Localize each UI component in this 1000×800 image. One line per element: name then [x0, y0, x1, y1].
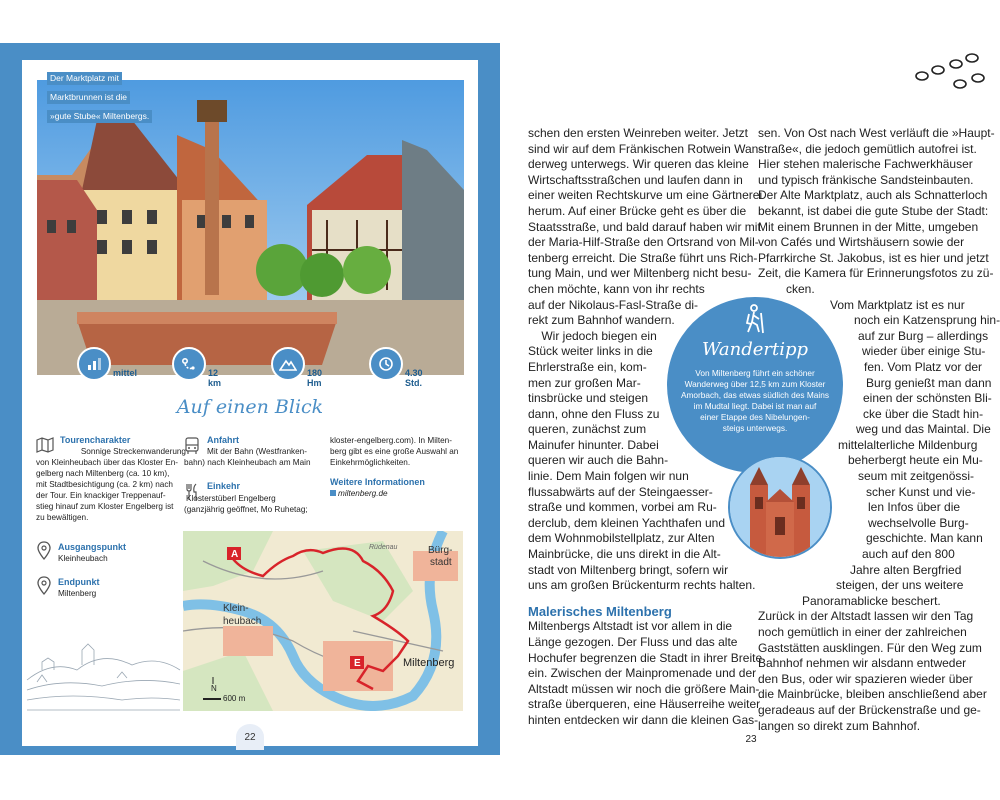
text-line: Wirtschaftsstraßchen und laufen dann in: [528, 172, 743, 187]
arrival-title: Anfahrt: [207, 435, 239, 445]
section-heading: Auf einen Blick: [176, 396, 324, 418]
page-number-right: 23: [745, 734, 757, 745]
hiker-icon: [739, 303, 771, 335]
text-line: Stück weiter links in die: [528, 344, 653, 359]
tour-character-body: [36, 457, 186, 523]
text-line: Zeit, die Kamera für Erinnerungsfotos zu zü-: [758, 266, 994, 281]
text-line: ein. Zwischen der Mainpromenade und der: [528, 666, 757, 681]
caption-line: Der Marktplatz mit: [47, 72, 122, 85]
section-subheading: Malerisches Miltenberg: [528, 603, 672, 619]
map-label: Miltenberg: [403, 657, 455, 669]
text-line: Wanderweg über 12,5 km zum Kloster: [684, 379, 826, 389]
location-pin-icon: [36, 541, 54, 559]
text-line: zu bewältigen.: [36, 513, 89, 522]
text-line: geschichte. Man kann: [866, 531, 983, 546]
text-line: Mainufer hinunter. Dabei: [528, 437, 659, 452]
tour-stats: [37, 362, 464, 386]
text-line: derclub, dem kleinen Yachthafen und: [528, 515, 726, 530]
bus-icon: [184, 437, 202, 455]
map-label: E: [354, 658, 361, 669]
text-line: kloster-engelberg.com). In Milten-: [330, 436, 452, 445]
location-pin-icon: [36, 576, 54, 594]
start-title: Ausgangspunkt: [58, 542, 127, 552]
map-label: stadt: [430, 557, 452, 568]
clock-icon: [369, 347, 403, 381]
text-line: rekt zum Bahnhof wandern.: [528, 313, 675, 328]
text-line: einer weiten Rechtskurve um eine Gärtnerei: [528, 188, 763, 203]
route-map-graphic: [183, 531, 463, 711]
text-line: Bahnhof nehmen wir alsdann entweder: [758, 656, 967, 671]
text-line: Amorbach, das etwas südlich des Mains: [680, 390, 830, 400]
text-line: Klosterstüberl Engelberg: [186, 494, 276, 503]
link-text[interactable]: miltenberg.de: [338, 489, 388, 498]
text-line: Panoramablicke beschert.: [802, 593, 941, 608]
text-line: Ehrlerstraße ein, kom-: [528, 359, 647, 374]
wandertipp-title: Wandertipp: [701, 339, 809, 360]
text-line: auf zur Burg – allerdings: [858, 328, 989, 343]
text-line: gelberg nach Miltenberg (ca. 10 km),: [36, 469, 170, 478]
text-line: Miltenbergs Altstadt ist vor allem in die: [528, 619, 733, 634]
stat-value: 4.30 Std.: [405, 368, 423, 388]
text-line: langen so direkt zum Bahnhof.: [758, 718, 921, 733]
text-line: bahn) nach Kleinheubach am Main: [184, 458, 311, 467]
caption-line: »gute Stube« Miltenbergs.: [47, 110, 152, 123]
map-label: A: [231, 549, 239, 560]
text-line: stieg hinauf zum Kloster Engelberg ist: [36, 502, 174, 511]
text-line: Burg genießt man dann: [866, 375, 992, 390]
text-line: tung Main, und wer Miltenberg nicht besu-: [528, 266, 752, 281]
more-info-link[interactable]: [330, 488, 465, 499]
text-line: wieder über einige Stu-: [862, 344, 986, 359]
map-label: Klein-: [223, 603, 249, 614]
map-north-label: N: [211, 684, 217, 693]
stat-value: 180 Hm: [307, 368, 323, 388]
text-line: Einkehrmöglichkeiten.: [330, 458, 411, 467]
text-line: len Infos über die: [868, 500, 961, 515]
text-line: sind wir auf dem Fränkischen Rotwein Wan-: [528, 141, 763, 156]
text-line: Mit einem Brunnen in der Mitte, umgeben: [758, 219, 979, 234]
text-line: queren, zunächst zum: [528, 422, 647, 437]
link-bullet-icon: [330, 490, 336, 496]
end-point: [58, 577, 178, 599]
map-label: Bürg-: [428, 545, 453, 556]
text-line: queren wir auch die Bahn-: [528, 453, 669, 468]
text-line: berg gibt es eine große Auswahl an: [330, 447, 459, 456]
route-map: [183, 531, 463, 711]
text-line: geradeaus auf der Brückenstraße und ge-: [758, 702, 981, 717]
text-line: der Maria-Hilf-Straße den Ortsrand von Mil-: [528, 235, 759, 250]
text-line: Von Miltenberg führt ein schöner: [695, 368, 815, 378]
text-line: straße überqueren, eine Häuserreihe weiter: [528, 697, 761, 712]
text-line: der Tour. Ein knackiger Treppenauf-: [36, 491, 166, 500]
more-info-title: Weitere Informationen: [330, 477, 425, 487]
text-line: flussabwärts auf der Steingaesser-: [528, 484, 713, 499]
text-line: Mainbrücke, die uns direkt in die Alt-: [528, 547, 721, 562]
text-line: Länge gezogen. Der Fluss und das alte: [528, 635, 738, 649]
text-line: stadt von Miltenberg bringt, sofern wir: [528, 562, 729, 577]
text-line: von Kleinheubach über das Kloster En-: [36, 458, 179, 467]
arrival: [207, 435, 332, 457]
text-line: von Cafés und Wirtshäusern sowie der: [758, 235, 965, 250]
text-line: cken.: [786, 281, 815, 296]
map-scale: 600 m: [223, 694, 246, 703]
text-line: Wir jedoch biegen ein: [528, 328, 657, 343]
text-line: cke über die Stadt hin-: [863, 406, 984, 421]
photo-caption: [47, 68, 157, 125]
text-line: Vom Marktplatz ist es nur: [830, 297, 965, 312]
end-title: Endpunkt: [58, 577, 100, 587]
text-line: tinsbrücke und steigen: [528, 391, 649, 406]
food-text: [184, 493, 329, 515]
text-line: Sonnige Streckenwanderung: [80, 447, 186, 456]
text-line: herum. Auf einer Brücke geht es über die: [528, 203, 747, 218]
text-line: Hochufer begrenzen die Stadt in ihrer Breite: [528, 650, 763, 665]
stat-value: mittel: [113, 368, 138, 378]
text-line: derweg unterwegs. Wir queren das kleine: [528, 157, 749, 172]
mountain-icon: [271, 347, 305, 381]
caption-line: Marktbrunnen ist die: [47, 91, 130, 104]
text-line: scher Kunst und vie-: [866, 484, 976, 499]
text-line: mit Stadtbesichtigung (ca. 2 km) nach: [36, 480, 173, 489]
tour-character-text: [36, 446, 186, 457]
food-title: Einkehr: [207, 481, 241, 491]
page-number-left: 22: [236, 724, 264, 750]
text-line: seum mit zeitgenössi-: [858, 469, 975, 484]
text-line: tenberg erreicht. Die Straße führt uns Rich-: [528, 250, 758, 265]
text-line: straße«, die jedoch gemütlich autofrei ist.: [758, 141, 977, 156]
text-line: weg und das Maintal. Die: [856, 422, 991, 437]
map-label: Rüdenau: [369, 544, 398, 551]
route-icon: [172, 347, 206, 381]
text-line: schen den ersten Weinreben weiter. Jetzt: [528, 126, 748, 140]
text-line: steigs unterwegs.: [722, 423, 788, 433]
arrival-text: [184, 457, 329, 468]
text-line: Altstadt müssen wir noch die größere Main-: [528, 681, 760, 696]
landscape-sketch: [22, 620, 182, 720]
monastery-photo: [728, 455, 832, 559]
text-line: noch gemütlich in einer der zahlreichen: [758, 625, 967, 639]
text-line: im Mudtal liegt. Dabei ist man auf: [693, 401, 817, 411]
text-line: auf der Nikolaus-Fasl-Straße di-: [528, 297, 699, 312]
start-point: [58, 542, 178, 564]
difficulty-icon: [77, 347, 111, 381]
text-line: sen. Von Ost nach West verläuft die »Haupt-: [758, 126, 995, 140]
text-line: linie. Dem Main folgen wir nun: [528, 469, 689, 484]
text-line: Zurück in der Altstadt lassen wir den Tag: [758, 609, 974, 624]
text-line: auch auf den 800: [862, 547, 955, 562]
text-line: dann, ohne den Fluss zu: [528, 406, 660, 421]
text-line: fen. Vom Platz vor der: [864, 359, 983, 374]
text-line: einen der schönsten Bli-: [863, 391, 992, 406]
tour-character-title: Tourencharakter: [60, 435, 131, 445]
food: [207, 481, 332, 492]
text-line: men zur großen Mar-: [528, 375, 641, 390]
text-line: hinten entdecken wir dann die kleinen Gas-: [528, 712, 759, 727]
text-line: Jahre alten Bergfried: [850, 562, 962, 577]
text-line: chen möchte, kann von ihr rechts: [528, 281, 705, 296]
text-line: Mit der Bahn (Westfranken-: [207, 447, 307, 456]
map-label: heubach: [223, 616, 262, 627]
text-line: straße und kommen, vorbei am Ru-: [528, 500, 717, 515]
text-line: und typisch fränkische Sandsteinbauten.: [758, 172, 974, 187]
end-value: Miltenberg: [58, 589, 97, 598]
text-line: noch ein Katzensprung hin-: [854, 313, 1000, 328]
text-line: wechselvolle Burg-: [868, 515, 969, 530]
text-line: dem Wohnmobilstellplatz, zur Alten: [528, 531, 715, 546]
text-line: den Bus, oder wir spazieren wieder über: [758, 671, 973, 686]
text-line: Pfarrkirche St. Jakobus, ist es hier und jetzt: [758, 250, 989, 265]
text-line: einer Etappe des Nibelungen-: [700, 412, 810, 422]
text-line: Staatsstraße, und bald darauf haben wir mit: [528, 219, 761, 234]
text-line: (ganzjährig geöffnet, Mo Ruhetag;: [184, 505, 308, 514]
text-line: uns am großen Brückenturm rechts halten.: [528, 578, 756, 593]
stat-value: 12 km: [208, 368, 222, 388]
text-line: steigen, der uns weitere: [836, 578, 964, 593]
wandertipp-text: [675, 368, 835, 434]
text-line: Der Alte Marktplatz, auch als Schnatterloch: [758, 188, 988, 203]
text-line: die Mainbrücke, bleiben anschließend aber: [758, 687, 987, 702]
start-value: Kleinheubach: [58, 554, 108, 563]
tour-character: [60, 435, 180, 446]
text-line: beherbergt heute ein Mu-: [848, 453, 983, 468]
wandertipp-box: [667, 297, 843, 473]
text-line: mittelalterliche Mildenburg: [838, 437, 978, 452]
footprints-icon: [912, 48, 992, 98]
info-column-3: [330, 435, 465, 499]
text-line: Hier stehen malerische Fachwerkhäuser: [758, 157, 973, 172]
text-line: bekannt, ist dabei die gute Stube der Stadt:: [758, 203, 989, 218]
text-line: Gaststätten ausklingen. Für den Weg zum: [758, 640, 982, 655]
